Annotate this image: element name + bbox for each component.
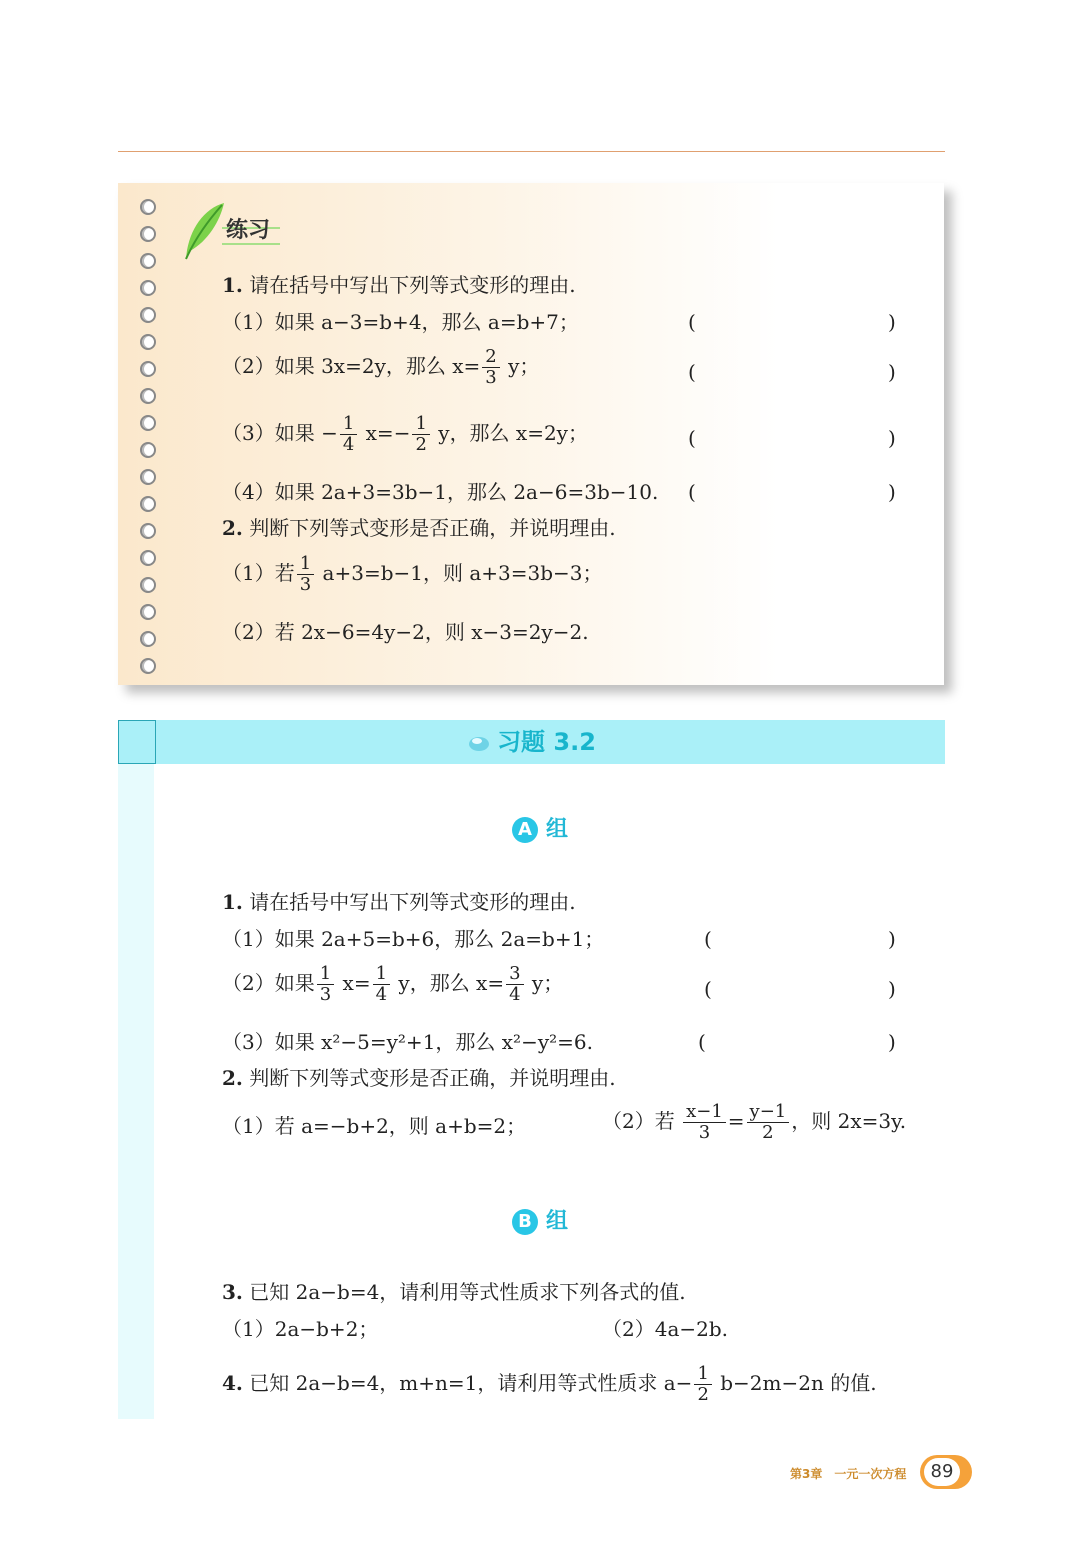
item-text: （2）若 (602, 1109, 675, 1133)
binder-ring (140, 415, 156, 431)
item-text: x= (336, 971, 371, 995)
banner-left-block (118, 720, 156, 764)
practice-q1-4: （4）如果 2a+3=3b−1，那么 2a−6=3b−10. (222, 480, 659, 504)
answer-paren-close: ) (888, 480, 896, 504)
practice-q1-stem (222, 273, 576, 297)
answer-paren-close: ) (888, 927, 896, 951)
fraction: $\frac{x-1}{3}$ (683, 1102, 726, 1143)
answer-paren-open[interactable]: ( (688, 360, 696, 384)
group-a-heading (0, 812, 1080, 843)
group-label: 组 (545, 817, 568, 842)
exercise-q4 (222, 1364, 877, 1405)
fraction: $\frac{2}{3}$ (482, 347, 499, 388)
question-text: 判断下列等式变形是否正确，并说明理由. (249, 1066, 616, 1090)
group-b-badge: B (512, 1209, 538, 1235)
fraction: $\frac{3}{4}$ (506, 964, 523, 1005)
question-text: 请在括号中写出下列等式变形的理由. (249, 890, 576, 914)
exercise-sidebar (118, 764, 154, 1419)
binder-ring (140, 199, 156, 215)
exercise-q1-2 (222, 964, 563, 1005)
binder-ring (140, 658, 156, 674)
question-number: 2. (222, 1066, 243, 1090)
fraction: $\frac{1}{4}$ (373, 964, 390, 1005)
question-text: 已知 2a−b=4，请利用等式性质求下列各式的值. (249, 1280, 686, 1304)
binder-ring (140, 523, 156, 539)
item-text: y，那么 x= (392, 971, 505, 995)
chapter-footer: 第3章 一元一次方程 (790, 1467, 907, 1481)
answer-paren-open[interactable]: ( (688, 480, 696, 504)
question-text: 请在括号中写出下列等式变形的理由. (249, 273, 576, 297)
question-text: 判断下列等式变形是否正确，并说明理由. (249, 516, 616, 540)
leaf-icon (178, 201, 228, 261)
item-text: a−3=b+4，那么 a=b+7； (321, 310, 579, 334)
binder-ring (140, 631, 156, 647)
item-text: （3）如果 − (222, 421, 338, 445)
item-text: y，那么 x=2y； (431, 421, 588, 445)
practice-q1-3 (222, 414, 588, 455)
item-text: b−2m−2n 的值. (713, 1371, 877, 1395)
group-b-heading (0, 1204, 1080, 1235)
exercise-title (118, 720, 945, 764)
binder-ring (140, 253, 156, 269)
fraction: $\frac{1}{2}$ (694, 1364, 711, 1405)
bubble-icon (467, 733, 491, 753)
practice-q1-2 (222, 347, 539, 388)
binder-ring (140, 550, 156, 566)
fraction: $\frac{1}{3}$ (317, 964, 334, 1005)
exercise-q2-stem (222, 1066, 616, 1090)
exercise-banner (118, 720, 945, 764)
group-a-badge: A (512, 817, 538, 843)
item-text: = (727, 1109, 745, 1133)
exercise-q1-1: （1）如果 2a+5=b+6，那么 2a=b+1； (222, 927, 605, 951)
answer-paren-open[interactable]: ( (704, 927, 712, 951)
binder-ring (140, 361, 156, 377)
fraction: $\frac{y-1}{2}$ (747, 1102, 790, 1143)
exercise-q3-stem (222, 1280, 686, 1304)
item-text: 已知 2a−b=4，m+n=1，请利用等式性质求 a− (249, 1371, 693, 1395)
practice-q2-stem (222, 516, 616, 540)
binder-ring (140, 577, 156, 593)
item-text: a+3=b−1，则 a+3=3b−3； (316, 561, 603, 585)
item-text: y； (501, 354, 540, 378)
answer-paren-open[interactable]: ( (704, 977, 712, 1001)
question-number: 2. (222, 516, 243, 540)
binder-ring (140, 469, 156, 485)
practice-title: 练习 (222, 213, 280, 246)
answer-paren-open[interactable]: ( (688, 310, 696, 334)
item-text: （2）如果 3x=2y，那么 x= (222, 354, 481, 378)
practice-q2-1 (222, 554, 603, 595)
question-number: 1. (222, 273, 243, 297)
binder-ring (140, 280, 156, 296)
item-text: （2）如果 (222, 971, 315, 995)
item-text: x=− (359, 421, 411, 445)
fraction: $\frac{1}{2}$ (412, 414, 429, 455)
answer-paren-close: ) (888, 310, 896, 334)
practice-q1-1 (222, 310, 579, 334)
binder-ring (140, 604, 156, 620)
exercise-q3-1: （1）2a−b+2； (222, 1317, 379, 1341)
binder-ring (140, 226, 156, 242)
answer-paren-open[interactable]: ( (698, 1030, 706, 1054)
answer-paren-open[interactable]: ( (688, 426, 696, 450)
binder-ring (140, 388, 156, 404)
item-text: （1）如果 (222, 310, 322, 334)
answer-paren-close: ) (888, 1030, 896, 1054)
exercise-q1-stem (222, 890, 576, 914)
page-number: 89 (924, 1458, 960, 1486)
question-number: 1. (222, 890, 243, 914)
binder-ring (140, 334, 156, 350)
answer-paren-close: ) (888, 360, 896, 384)
exercise-q3-2: （2）4a−2b. (602, 1317, 729, 1341)
item-text: ，则 2x=3y. (791, 1109, 907, 1133)
answer-paren-close: ) (888, 426, 896, 450)
exercise-q2-1: （1）若 a=−b+2，则 a+b=2； (222, 1114, 527, 1138)
fraction: $\frac{1}{4}$ (340, 414, 357, 455)
item-text: （1）若 (222, 561, 295, 585)
group-label: 组 (545, 1209, 568, 1234)
exercise-q1-3: （3）如果 x²−5=y²+1，那么 x²−y²=6. (222, 1030, 593, 1054)
item-text: y； (525, 971, 564, 995)
question-number: 4. (222, 1371, 243, 1395)
binder-ring (140, 307, 156, 323)
practice-q2-2: （2）若 2x−6=4y−2，则 x−3=2y−2. (222, 620, 589, 644)
fraction: $\frac{1}{3}$ (297, 554, 314, 595)
binder-ring (140, 496, 156, 512)
exercise-title-text: 习题 3.2 (497, 728, 596, 756)
answer-paren-close: ) (888, 977, 896, 1001)
question-number: 3. (222, 1280, 243, 1304)
exercise-q2-2 (602, 1102, 906, 1143)
top-rule (118, 151, 945, 152)
binder-ring (140, 442, 156, 458)
